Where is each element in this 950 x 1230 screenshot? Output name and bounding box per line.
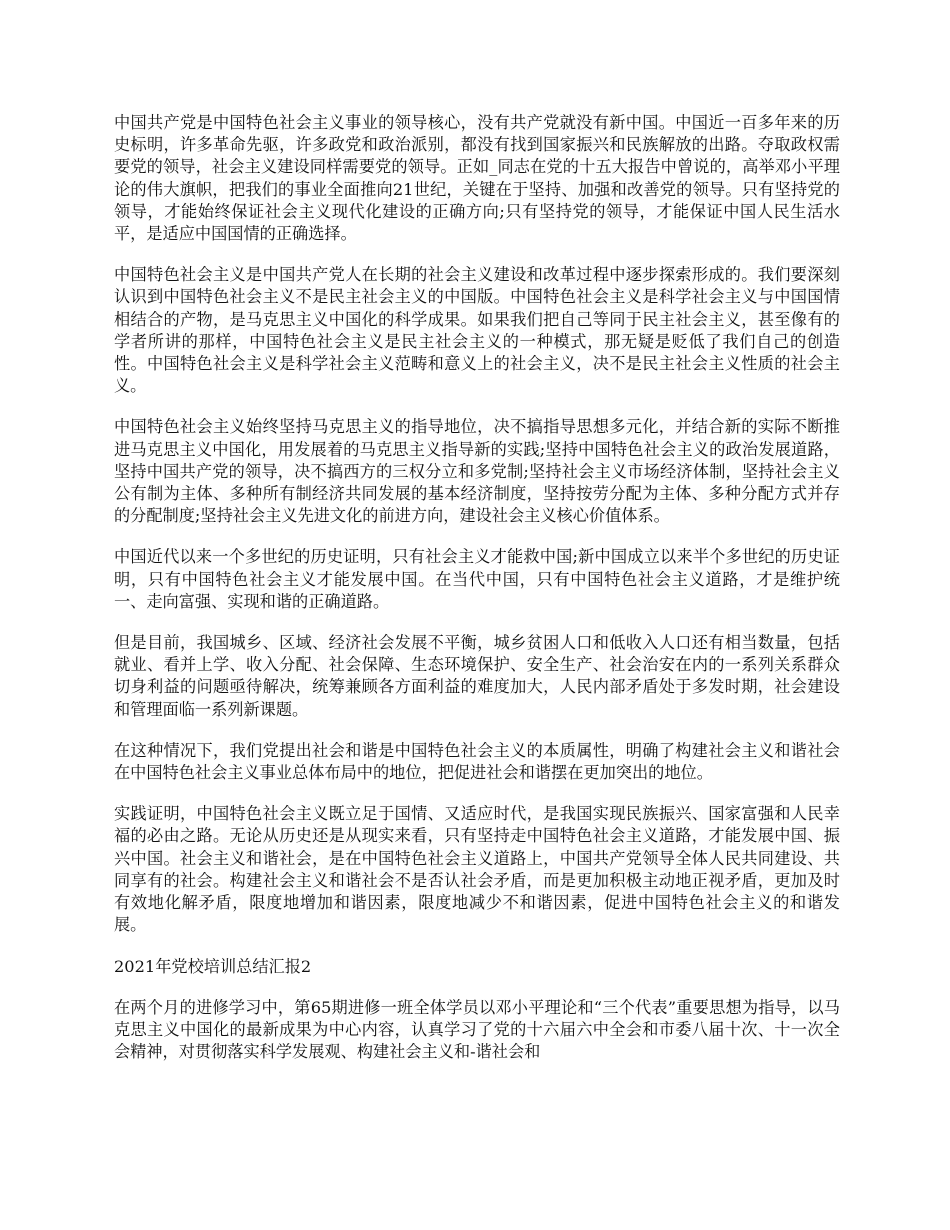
paragraph: 实践证明，中国特色社会主义既立足于国情、又适应时代，是我国实现民族振兴、国家富强和人民幸福的必由之路。无论从历史还是从现实来看，只有坚持走中国特色社会主义道路，才能发展中国、振兴中国。社会主义和谐社会，是在中国特色社会主义道路上，中国共产党领导全体人民共同建设、共同享有的社会。构建社会主义和谐社会不是否认社会矛盾，而是更加积极主动地正视矛盾，更加及时有效地化解矛盾，限度地增加和谐因素，限度地减少不和谐因素，促进中国特色社会主义的和谐发展。 (114, 804, 840, 935)
paragraph: 但是目前，我国城乡、区域、经济社会发展不平衡，城乡贫困人口和低收入人口还有相当数量，包括就业、看并上学、收入分配、社会保障、生态环境保护、安全生产、社会治安在内的一系列关系群众切身利益的问题亟待解决，统筹兼顾各方面利益的难度加大，人民内部矛盾处于多发时期，社会建设和管理面临一系列新课题。 (114, 633, 840, 719)
document-body (114, 112, 840, 1082)
paragraph: 在这种情况下，我们党提出社会和谐是中国特色社会主义的本质属性，明确了构建社会主义和谐社会在中国特色社会主义事业总体布局中的地位，把促进社会和谐摆在更加突出的地位。 (114, 740, 840, 783)
paragraph: 中国特色社会主义是中国共产党人在长期的社会主义建设和改革过程中逐步探索形成的。我们要深刻认识到中国特色社会主义不是民主社会主义的中国版。中国特色社会主义是科学社会主义与中国国情相结合的产物，是马克思主义中国化的科学成果。如果我们把自己等同于民主社会主义，甚至像有的学者所讲的那样，中国特色社会主义是民主社会主义的一种模式，那无疑是贬低了我们自己的创造性。中国特色社会主义是科学社会主义范畴和意义上的社会主义，决不是民主社会主义性质的社会主义。 (114, 265, 840, 396)
paragraph: 中国近代以来一个多世纪的历史证明，只有社会主义才能救中国;新中国成立以来半个多世纪的历史证明，只有中国特色社会主义才能发展中国。在当代中国，只有中国特色社会主义道路，才是维护统一、走向富强、实现和谐的正确道路。 (114, 547, 840, 611)
section-heading: 2021年党校培训总结汇报2 (114, 956, 312, 976)
paragraph: 在两个月的进修学习中，第65期进修一班全体学员以邓小平理论和“三个代表”重要思想为指导，以马克思主义中国化的最新成果为中心内容，认真学习了党的十六届六中全会和市委八届十次、十一次全会精神，对贯彻落实科学发展观、构建社会主义和-谐社会和 (114, 997, 840, 1062)
paragraph: 中国特色社会主义始终坚持马克思主义的指导地位，决不搞指导思想多元化，并结合新的实际不断推进马克思主义中国化，用发展着的马克思主义指导新的实践;坚持中国特色社会主义的政治发展道路，坚持中国共产党的领导，决不搞西方的三权分立和多党制;坚持社会主义市场经济体制，坚持社会主义公有制为主体、多种所有制经济共同发展的基本经济制度，坚持按劳分配为主体、多种分配方式并存的分配制度;坚持社会主义先进文化的前进方向，建设社会主义核心价值体系。 (114, 417, 840, 526)
paragraph: 中国共产党是中国特色社会主义事业的领导核心，没有共产党就没有新中国。中国近一百多年来的历史标明，许多革命先驱，许多政党和政治派别，都没有找到国家振兴和民族解放的出路。夺取政权需要党的领导，社会主义建设同样需要党的领导。正如_同志在党的十五大报告中曾说的，高举邓小平理论的伟大旗帜，把我们的事业全面推向21世纪，关键在于坚持、加强和改善党的领导。只有坚持党的领导，才能始终保证社会主义现代化建设的正确方向;只有坚持党的领导，才能保证中国人民生活水平，是适应中国国情的正确选择。 (114, 113, 840, 244)
